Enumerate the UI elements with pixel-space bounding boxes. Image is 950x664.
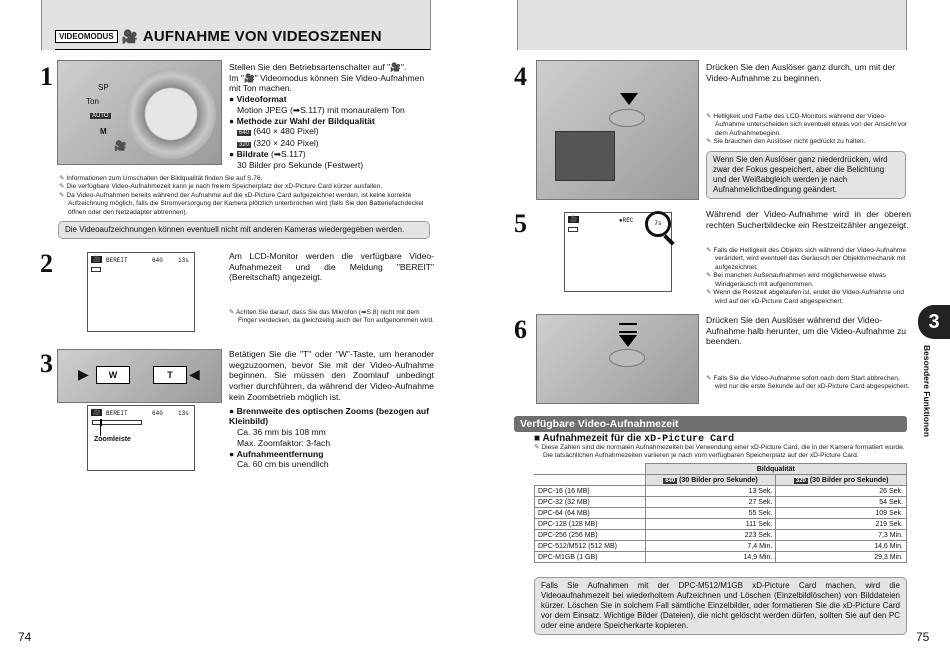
- step-5-number: 5: [514, 209, 527, 238]
- title-rule: [55, 49, 430, 50]
- focal-label: ● Brennweite des optischen Zooms (bezogen auf Kleinbild): [229, 406, 434, 427]
- step-1-line-2: Im "🎥" Videomodus können Sie Video-Aufnahmen mit Ton machen.: [229, 72, 425, 94]
- table-row: DPC-64 (64 MB) 55 Sek. 109 Sek.: [535, 508, 907, 519]
- dial-label-auto: AUTO: [92, 113, 109, 119]
- table-col-640: 640 (30 Bilder pro Sekunde): [645, 475, 776, 486]
- lcd-quality: 640: [152, 257, 163, 264]
- step-4-note-a: ✎ Helligkeit und Farbe des LCD-Monitors während der Video-Aufnahme unterscheiden sich eventuell etwas von der Ansicht vor dem Aufnahmebeginn.: [706, 113, 911, 138]
- step-1-dial-photo: [57, 60, 222, 165]
- table-row: DPC-128 (128 MB) 111 Sek. 219 Sek.: [535, 519, 907, 530]
- notes-1: [59, 175, 431, 217]
- distance-value: Ca. 60 cm bis unendlich: [237, 459, 329, 470]
- step-5-note-c: ✎ Wenn die Restzeit abgelaufen ist, endet die Video-Aufnahme und wird auf der xD-Picture Card abgespeichert.: [706, 289, 911, 306]
- lcd-time: 13s: [178, 257, 189, 264]
- videoformat-value: Motion JPEG (➡S.117) mit monauralem Ton: [237, 104, 405, 115]
- lcd-card-icon: [568, 227, 578, 232]
- zoom-w-button: W: [96, 366, 130, 384]
- half-press-lines: [619, 323, 637, 333]
- table-col-320: 320 (30 Bilder pro Sekunde): [776, 475, 907, 486]
- step-6-note: ✎ Falls Sie die Video-Aufnahme sofort nach dem Start abbrechen, wird nur die erste Sekunde auf der xD-Picture Card abgespeichert.: [706, 375, 911, 392]
- step-2-text: Am LCD-Monitor werden die verfügbare Video-Aufnahmezeit und die Meldung "BEREIT" (Bereitschaft) angezeigt.: [229, 251, 434, 283]
- lcd-mode-icon: 🎥: [93, 256, 101, 263]
- table-group-header: Bildqualität: [645, 464, 906, 475]
- arrow-left-icon: ◀: [189, 366, 200, 382]
- table-row: DPC-512/M512 (512 MB) 7,4 Min. 14,6 Min.: [535, 541, 907, 552]
- table-header-row-1: [535, 464, 907, 475]
- note-1-c: ✎ Da Video-Aufnahmen bereits während der Aufnahme auf die xD-Picture Card aufgezeichnet werden, ist keine korrekte Aufzeichnung möglich, falls die Stromversorgung der Kamera plötzlich unterbrochen wird (falls Sie den Batteriefachdeckel öffnen oder den Netzadapter abtrennen).: [59, 192, 431, 217]
- table-row: DPC-256 (256 MB) 223 Sek. 7,3 Min.: [535, 530, 907, 541]
- step-1-text: [229, 62, 434, 171]
- quality-label: ● Methode zur Wahl der Bildqualität: [229, 116, 434, 127]
- section-title: Verfügbare Video-Aufnahmezeit: [514, 416, 907, 432]
- step-5-note-b: ✎ Bei manchen Außenaufnahmen wird möglicherweise etwas Windgeräusch mit aufgenommen.: [706, 272, 911, 289]
- bottom-info-box: Falls Sie Aufnahmen mit der DPC-M512/M1GB xD-Picture Card machen, wird die Videoaufnahmezeit bei wiederholtem Aufzeichnen und Löschen (Einzelbildlöschen) von Bilddateien kürzer. Löschen Sie in solchem Fall sämtliche Einzelbilder, oder formatieren Sie die xD-Picture Card vor dem Einsatz. Wichtige Bilder (Dateien), die nicht gelöscht werden dürfen, sollten Sie auf den PC oder eine andere Speicherkarte kopieren.: [534, 577, 907, 635]
- lcd-quality: 640: [152, 410, 163, 417]
- step-1-number: 1: [40, 62, 53, 91]
- dial-label-ton: Ton: [86, 97, 99, 106]
- step-3-text: [229, 349, 434, 470]
- focal-value-1: Ca. 36 mm bis 108 mm: [237, 427, 326, 438]
- warning-box-1: Die Videoaufzeichnungen können eventuell nicht mit anderen Kameras wiedergegeben werden.: [58, 221, 430, 239]
- press-arrow-icon: [619, 335, 637, 347]
- arrow-right-icon: ▶: [78, 366, 89, 382]
- lcd-status: BEREIT: [106, 410, 128, 417]
- lcd-mode-icon: 🎥: [93, 409, 101, 416]
- step-3-number: 3: [40, 349, 53, 378]
- zoom-leader-line: [100, 426, 101, 436]
- step-3-zoom-photo: [57, 349, 222, 403]
- page-number-left: 74: [18, 630, 32, 644]
- lcd-status: BEREIT: [106, 257, 128, 264]
- step-4-text: Drücken Sie den Auslöser ganz durch, um mit der Video-Aufnahme zu beginnen.: [706, 62, 896, 83]
- zoom-bar-label: Zoomleiste: [94, 436, 131, 443]
- chapter-label: Besondere Funktionen: [922, 345, 932, 438]
- step-3-lcd: [87, 405, 195, 471]
- note-1-a: ✎ Informationen zum Umschalten der Bildqualität finden Sie auf S.76.: [59, 175, 431, 183]
- dial-label-sp: SP: [98, 83, 109, 92]
- zoom-t-button: T: [153, 366, 187, 384]
- step-3-main: Betätigen Sie die "T" oder "W"-Taste, um heranoder wegzuzoomen, bevor Sie mit der Video-Aufnahme beginnen. Sie müssen den Zoomlauf unbedingt vorher durchführen, da während der Video-Aufnahme kein Zoombetrieb möglich ist.: [229, 349, 434, 402]
- magnifier-icon: [645, 211, 671, 237]
- camera-lcd: [555, 131, 615, 181]
- page-title-row: [55, 28, 382, 45]
- shutter-button: [609, 109, 645, 127]
- distance-label: ● Aufnahmeentfernung: [229, 449, 434, 460]
- press-arrow-icon: [620, 93, 638, 105]
- step-2-number: 2: [40, 249, 53, 278]
- zoom-bar-indicator: [100, 419, 102, 426]
- step-4-notes: [706, 113, 911, 147]
- videoformat-label: ● Videoformat: [229, 94, 434, 105]
- table-row: DPC-16 (16 MB) 13 Sek. 26 Sek.: [535, 486, 907, 497]
- step-5-text: Während der Video-Aufnahme wird in der oberen rechten Sucherbildecke ein Restzeitzähler angezeigt.: [706, 209, 911, 230]
- step-4-number: 4: [514, 62, 527, 91]
- quality-320: 320 (320 × 240 Pixel): [239, 137, 319, 148]
- lcd-card-icon: [91, 267, 101, 272]
- framerate-value: 30 Bilder pro Sekunde (Festwert): [237, 160, 364, 171]
- step-6-number: 6: [514, 315, 527, 344]
- note-1-b: ✎ Die verfügbare Video-Aufnahmezeit kann je nach freiem Speicherplatz der xD-Picture Card kürzer ausfallen.: [59, 183, 431, 191]
- sub-title: ■ Aufnahmezeit für die xD-Picture Card: [534, 433, 735, 445]
- lcd-time: 13s: [178, 410, 189, 417]
- videomodus-badge: VIDEOMODUS: [55, 30, 118, 43]
- page-number-right: 75: [916, 630, 930, 644]
- step-6-shutter-photo: [536, 314, 699, 404]
- step-4-shutter-photo: [536, 60, 699, 200]
- sub-note: ✎ Diese Zahlen sind die normalen Aufnahmezeiten bei Verwendung einer xD-Picture Card, die in der Kamera formatiert wurde. Die tatsächlichen Aufnahmezeiten variieren je nach vom verfügbaren Speicherplatz auf der xD-Picture Card.: [534, 444, 909, 461]
- step-4-note-b: ✎ Sie brauchen den Auslöser nicht gedrückt zu halten.: [706, 138, 911, 146]
- lcd-rec: ●REC: [619, 217, 634, 224]
- quality-640: 640 (640 × 480 Pixel): [239, 126, 319, 137]
- mode-dial: [126, 69, 216, 159]
- step-5-notes: [706, 247, 911, 306]
- lcd-mode-icon: 🎥: [570, 216, 578, 223]
- step-6-text: Drücken Sie den Auslöser während der Video-Aufnahme halb herunter, um die Video-Aufnahme zu beenden.: [706, 315, 907, 347]
- recording-time-table: [534, 463, 907, 563]
- step-1-line-1: Stellen Sie den Betriebsartenschalter auf "🎥".: [229, 62, 407, 72]
- movie-camera-icon: 🎥: [121, 28, 138, 44]
- movie-mode-icon: 🎥: [114, 141, 127, 152]
- table-header-row-2: [535, 475, 907, 486]
- step-2-note: ✎ Achten Sie darauf, dass Sie das Mikrofon (➡S.8) nicht mit dem Finger verdecken, da gleichzeitig auch der Ton aufgenommen wird.: [229, 309, 434, 326]
- table-row: DPC-32 (32 MB) 27 Sek. 54 Sek.: [535, 497, 907, 508]
- table-row: DPC-M1GB (1 GB) 14,9 Min. 29,3 Min.: [535, 552, 907, 563]
- step-5-note-a: ✎ Falls die Helligkeit des Objekts sich während der Video-Aufnahme verändert, wird eventuell das Geräusch der Objektivmechanik mit aufgezeichnet.: [706, 247, 911, 272]
- lcd-remaining-time: 7s: [654, 220, 662, 227]
- step-2-lcd: [87, 252, 195, 332]
- chapter-tab: 3: [918, 305, 950, 339]
- step-4-box: Wenn Sie den Auslöser ganz niederdrücken, wird zwar der Fokus gespeichert, aber die Belichtung und der Weißabgleich werden je nach Aufnahmelichtbedingung geändert.: [706, 151, 906, 199]
- framerate-label: ● Bildrate (➡S.117): [229, 149, 434, 160]
- shutter-button: [609, 349, 645, 367]
- right-header-band: [517, 0, 907, 50]
- page-title: AUFNAHME VON VIDEOSZENEN: [142, 28, 382, 45]
- focal-value-2: Max. Zoomfaktor: 3-fach: [237, 437, 331, 448]
- dial-label-m: M: [100, 127, 107, 136]
